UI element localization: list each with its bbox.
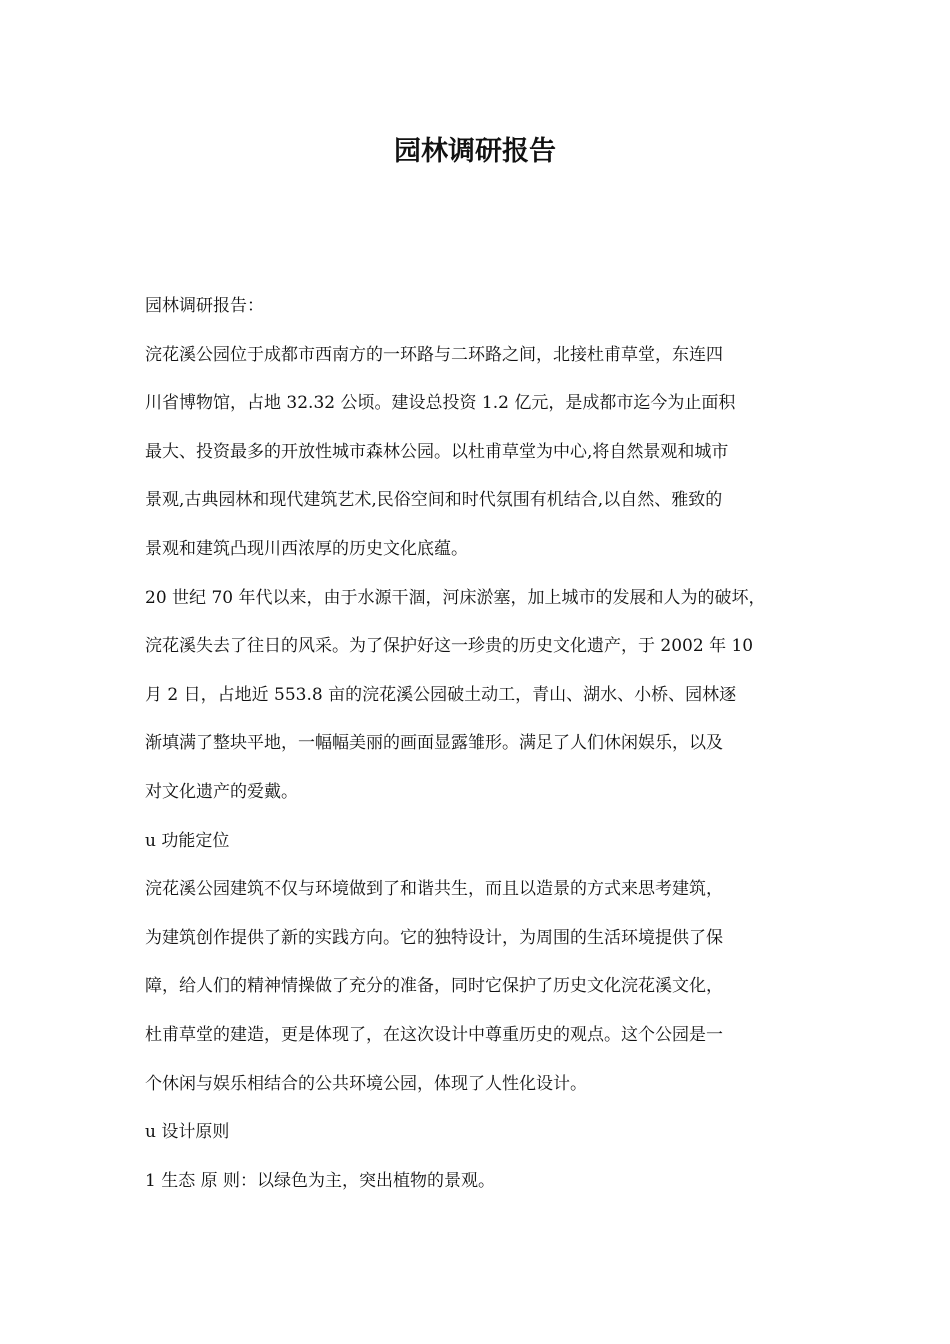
section-heading-function: u 功能定位	[145, 830, 230, 851]
text-line: 浣花溪公园建筑不仅与环境做到了和谐共生，而且以造景的方式来思考建筑，	[145, 879, 723, 900]
document-title: 园林调研报告	[394, 136, 556, 167]
text-line: 为建筑创作提供了新的实践方向。它的独特设计，为周围的生活环境提供了保	[145, 927, 723, 948]
text-line: 20 世纪 70 年代以来，由于水源干涸，河床淤塞，加上城市的发展和人为的破坏，	[145, 587, 766, 608]
section-heading-design-principles: u 设计原则	[145, 1122, 230, 1143]
text-line: 浣花溪失去了往日的风采。为了保护好这一珍贵的历史文化遗产，于 2002 年 10	[145, 636, 754, 657]
text-line: 川省博物馆，占地 32.32 公顷。建设总投资 1.2 亿元，是成都市迄今为止面积	[145, 393, 736, 414]
text-line: 景观和建筑凸现川西浓厚的历史文化底蕴。	[145, 538, 468, 559]
text-line-intro-heading: 园林调研报告：	[145, 296, 264, 316]
text-line: 杜甫草堂的建造，更是体现了，在这次设计中尊重历史的观点。这个公园是一	[145, 1024, 723, 1045]
text-line: 障，给人们的精神情操做了充分的准备，同时它保护了历史文化浣花溪文化，	[145, 976, 723, 997]
text-line: 对文化遗产的爱戴。	[145, 781, 298, 802]
text-line: 最大、投资最多的开放性城市森林公园。以杜甫草堂为中心,将自然景观和城市	[145, 441, 729, 462]
text-line: 月 2 日，占地近 553.8 亩的浣花溪公园破土动工，青山、湖水、小桥、园林逐	[145, 684, 737, 705]
text-line: 个休闲与娱乐相结合的公共环境公园，体现了人性化设计。	[145, 1073, 587, 1094]
text-line: 景观,古典园林和现代建筑艺术,民俗空间和时代氛围有机结合,以自然、雅致的	[145, 490, 723, 511]
text-line: 1 生态 原 则：以绿色为主，突出植物的景观。	[145, 1170, 496, 1191]
text-line: 浣花溪公园位于成都市西南方的一环路与二环路之间，北接杜甫草堂，东连四	[145, 344, 723, 365]
document-body	[145, 282, 825, 1205]
text-line: 渐填满了整块平地，一幅幅美丽的画面显露雏形。满足了人们休闲娱乐，以及	[145, 733, 723, 754]
